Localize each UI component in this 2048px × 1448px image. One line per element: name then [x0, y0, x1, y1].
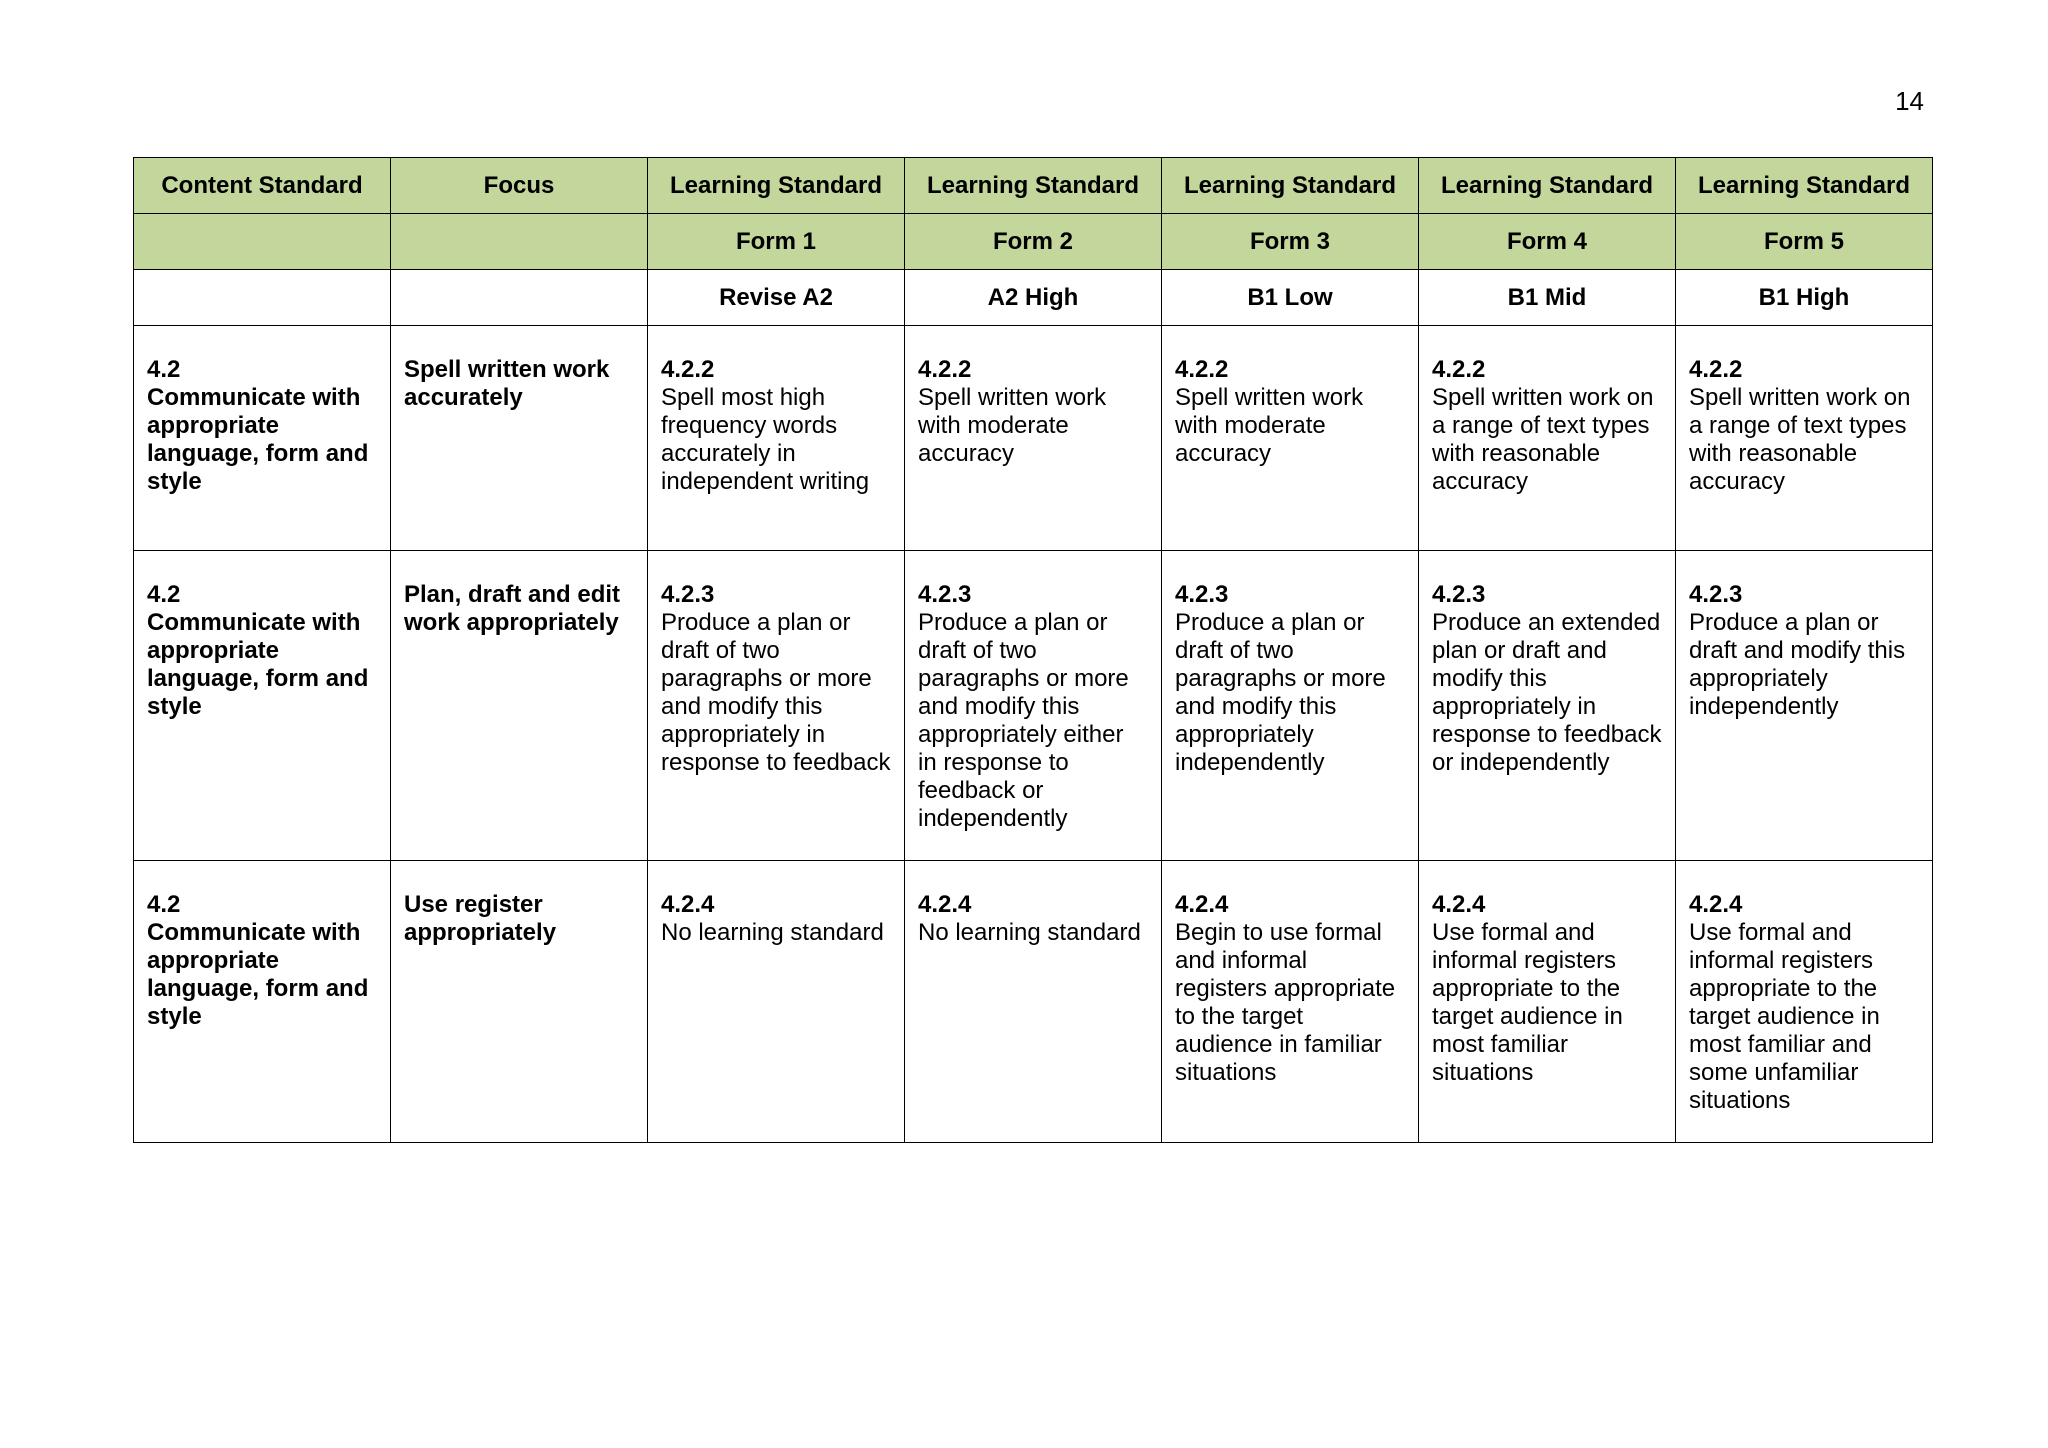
standard-cell	[905, 861, 1162, 1143]
standard-text: Begin to use formal and informal registers appropriate to the target audience in familiar situations	[1175, 919, 1396, 1086]
page-number: 14	[1895, 86, 1924, 116]
standard-text: Use formal and informal registers appropriate to the target audience in most familiar and some unfamiliar situations	[1689, 919, 1880, 1114]
forms-empty-cell	[391, 214, 648, 270]
standard-text: Produce a plan or draft and modify this appropriately independently	[1689, 609, 1906, 720]
content-standard-cell	[134, 861, 391, 1143]
content-standard-code: 4.2	[147, 581, 181, 608]
standard-code: 4.2.3	[1689, 581, 1743, 608]
form-2-header: Form 2	[905, 214, 1162, 270]
table-row	[134, 326, 1933, 551]
header-learning-standard: Learning Standard	[1162, 158, 1419, 214]
standard-code: 4.2.4	[1689, 891, 1743, 918]
header-learning-standard: Learning Standard	[1419, 158, 1676, 214]
standard-cell	[1419, 551, 1676, 861]
focus-cell	[391, 326, 648, 551]
standard-cell	[648, 551, 905, 861]
standard-code: 4.2.3	[661, 581, 715, 608]
focus-cell	[391, 861, 648, 1143]
levels-row	[134, 270, 1933, 326]
standard-cell	[1162, 861, 1419, 1143]
form-3-header: Form 3	[1162, 214, 1419, 270]
standard-code: 4.2.4	[661, 891, 715, 918]
standard-text: Produce a plan or draft of two paragraphs or more and modify this appropriately independently	[1175, 609, 1386, 776]
level-form-2: A2 High	[905, 270, 1162, 326]
table-header-row	[134, 158, 1933, 214]
forms-header-row	[134, 214, 1933, 270]
standard-text: Spell written work on a range of text types with reasonable accuracy	[1432, 384, 1654, 495]
standard-text: Spell written work with moderate accuracy	[1175, 384, 1364, 467]
focus-cell	[391, 551, 648, 861]
header-focus: Focus	[391, 158, 648, 214]
content-standard-text: Communicate with appropriate language, form and style	[147, 384, 369, 495]
standard-cell	[905, 551, 1162, 861]
content-standard-cell	[134, 326, 391, 551]
focus-text: Spell written work accurately	[404, 356, 610, 411]
standard-code: 4.2.2	[1432, 356, 1486, 383]
content-standard-cell	[134, 551, 391, 861]
content-standard-text: Communicate with appropriate language, form and style	[147, 919, 369, 1030]
forms-empty-cell	[134, 214, 391, 270]
standard-text: Spell written work on a range of text types with reasonable accuracy	[1689, 384, 1911, 495]
content-standard-code: 4.2	[147, 356, 181, 383]
standard-code: 4.2.2	[661, 356, 715, 383]
standard-cell	[648, 861, 905, 1143]
standard-code: 4.2.4	[1432, 891, 1486, 918]
header-learning-standard: Learning Standard	[905, 158, 1162, 214]
standard-text: Spell most high frequency words accurately in independent writing	[661, 384, 870, 495]
table-row	[134, 551, 1933, 861]
standard-code: 4.2.2	[918, 356, 972, 383]
level-form-1: Revise A2	[648, 270, 905, 326]
table-row	[134, 861, 1933, 1143]
level-form-5: B1 High	[1676, 270, 1933, 326]
standard-cell	[1162, 551, 1419, 861]
standard-cell	[905, 326, 1162, 551]
standard-cell	[1676, 326, 1933, 551]
standard-text: Produce an extended plan or draft and modify this appropriately in response to feedback or independently	[1432, 609, 1662, 776]
standard-code: 4.2.3	[1175, 581, 1229, 608]
content-standard-text: Communicate with appropriate language, form and style	[147, 609, 369, 720]
standard-cell	[1419, 861, 1676, 1143]
form-5-header: Form 5	[1676, 214, 1933, 270]
header-learning-standard: Learning Standard	[648, 158, 905, 214]
standard-text: Use formal and informal registers appropriate to the target audience in most familiar situations	[1432, 919, 1623, 1086]
header-content-standard: Content Standard	[134, 158, 391, 214]
standard-code: 4.2.4	[1175, 891, 1229, 918]
focus-text: Plan, draft and edit work appropriately	[404, 581, 621, 636]
form-4-header: Form 4	[1419, 214, 1676, 270]
header-learning-standard: Learning Standard	[1676, 158, 1933, 214]
standard-cell	[1676, 551, 1933, 861]
standard-text: No learning standard	[918, 919, 1141, 946]
levels-empty-cell	[391, 270, 648, 326]
standard-text: Spell written work with moderate accuracy	[918, 384, 1107, 467]
standard-code: 4.2.2	[1689, 356, 1743, 383]
standard-code: 4.2.2	[1175, 356, 1229, 383]
levels-empty-cell	[134, 270, 391, 326]
level-form-4: B1 Mid	[1419, 270, 1676, 326]
standard-cell	[1676, 861, 1933, 1143]
learning-standards-table	[133, 157, 1933, 1143]
standard-cell	[1162, 326, 1419, 551]
standard-text: No learning standard	[661, 919, 884, 946]
form-1-header: Form 1	[648, 214, 905, 270]
standard-code: 4.2.4	[918, 891, 972, 918]
standard-text: Produce a plan or draft of two paragraphs or more and modify this appropriately either in response to feedback or independently	[918, 609, 1129, 832]
standard-cell	[1419, 326, 1676, 551]
focus-text: Use register appropriately	[404, 891, 557, 946]
content-standard-code: 4.2	[147, 891, 181, 918]
standard-cell	[648, 326, 905, 551]
standard-code: 4.2.3	[1432, 581, 1486, 608]
standard-text: Produce a plan or draft of two paragraphs or more and modify this appropriately in response to feedback	[661, 609, 891, 776]
standard-code: 4.2.3	[918, 581, 972, 608]
level-form-3: B1 Low	[1162, 270, 1419, 326]
